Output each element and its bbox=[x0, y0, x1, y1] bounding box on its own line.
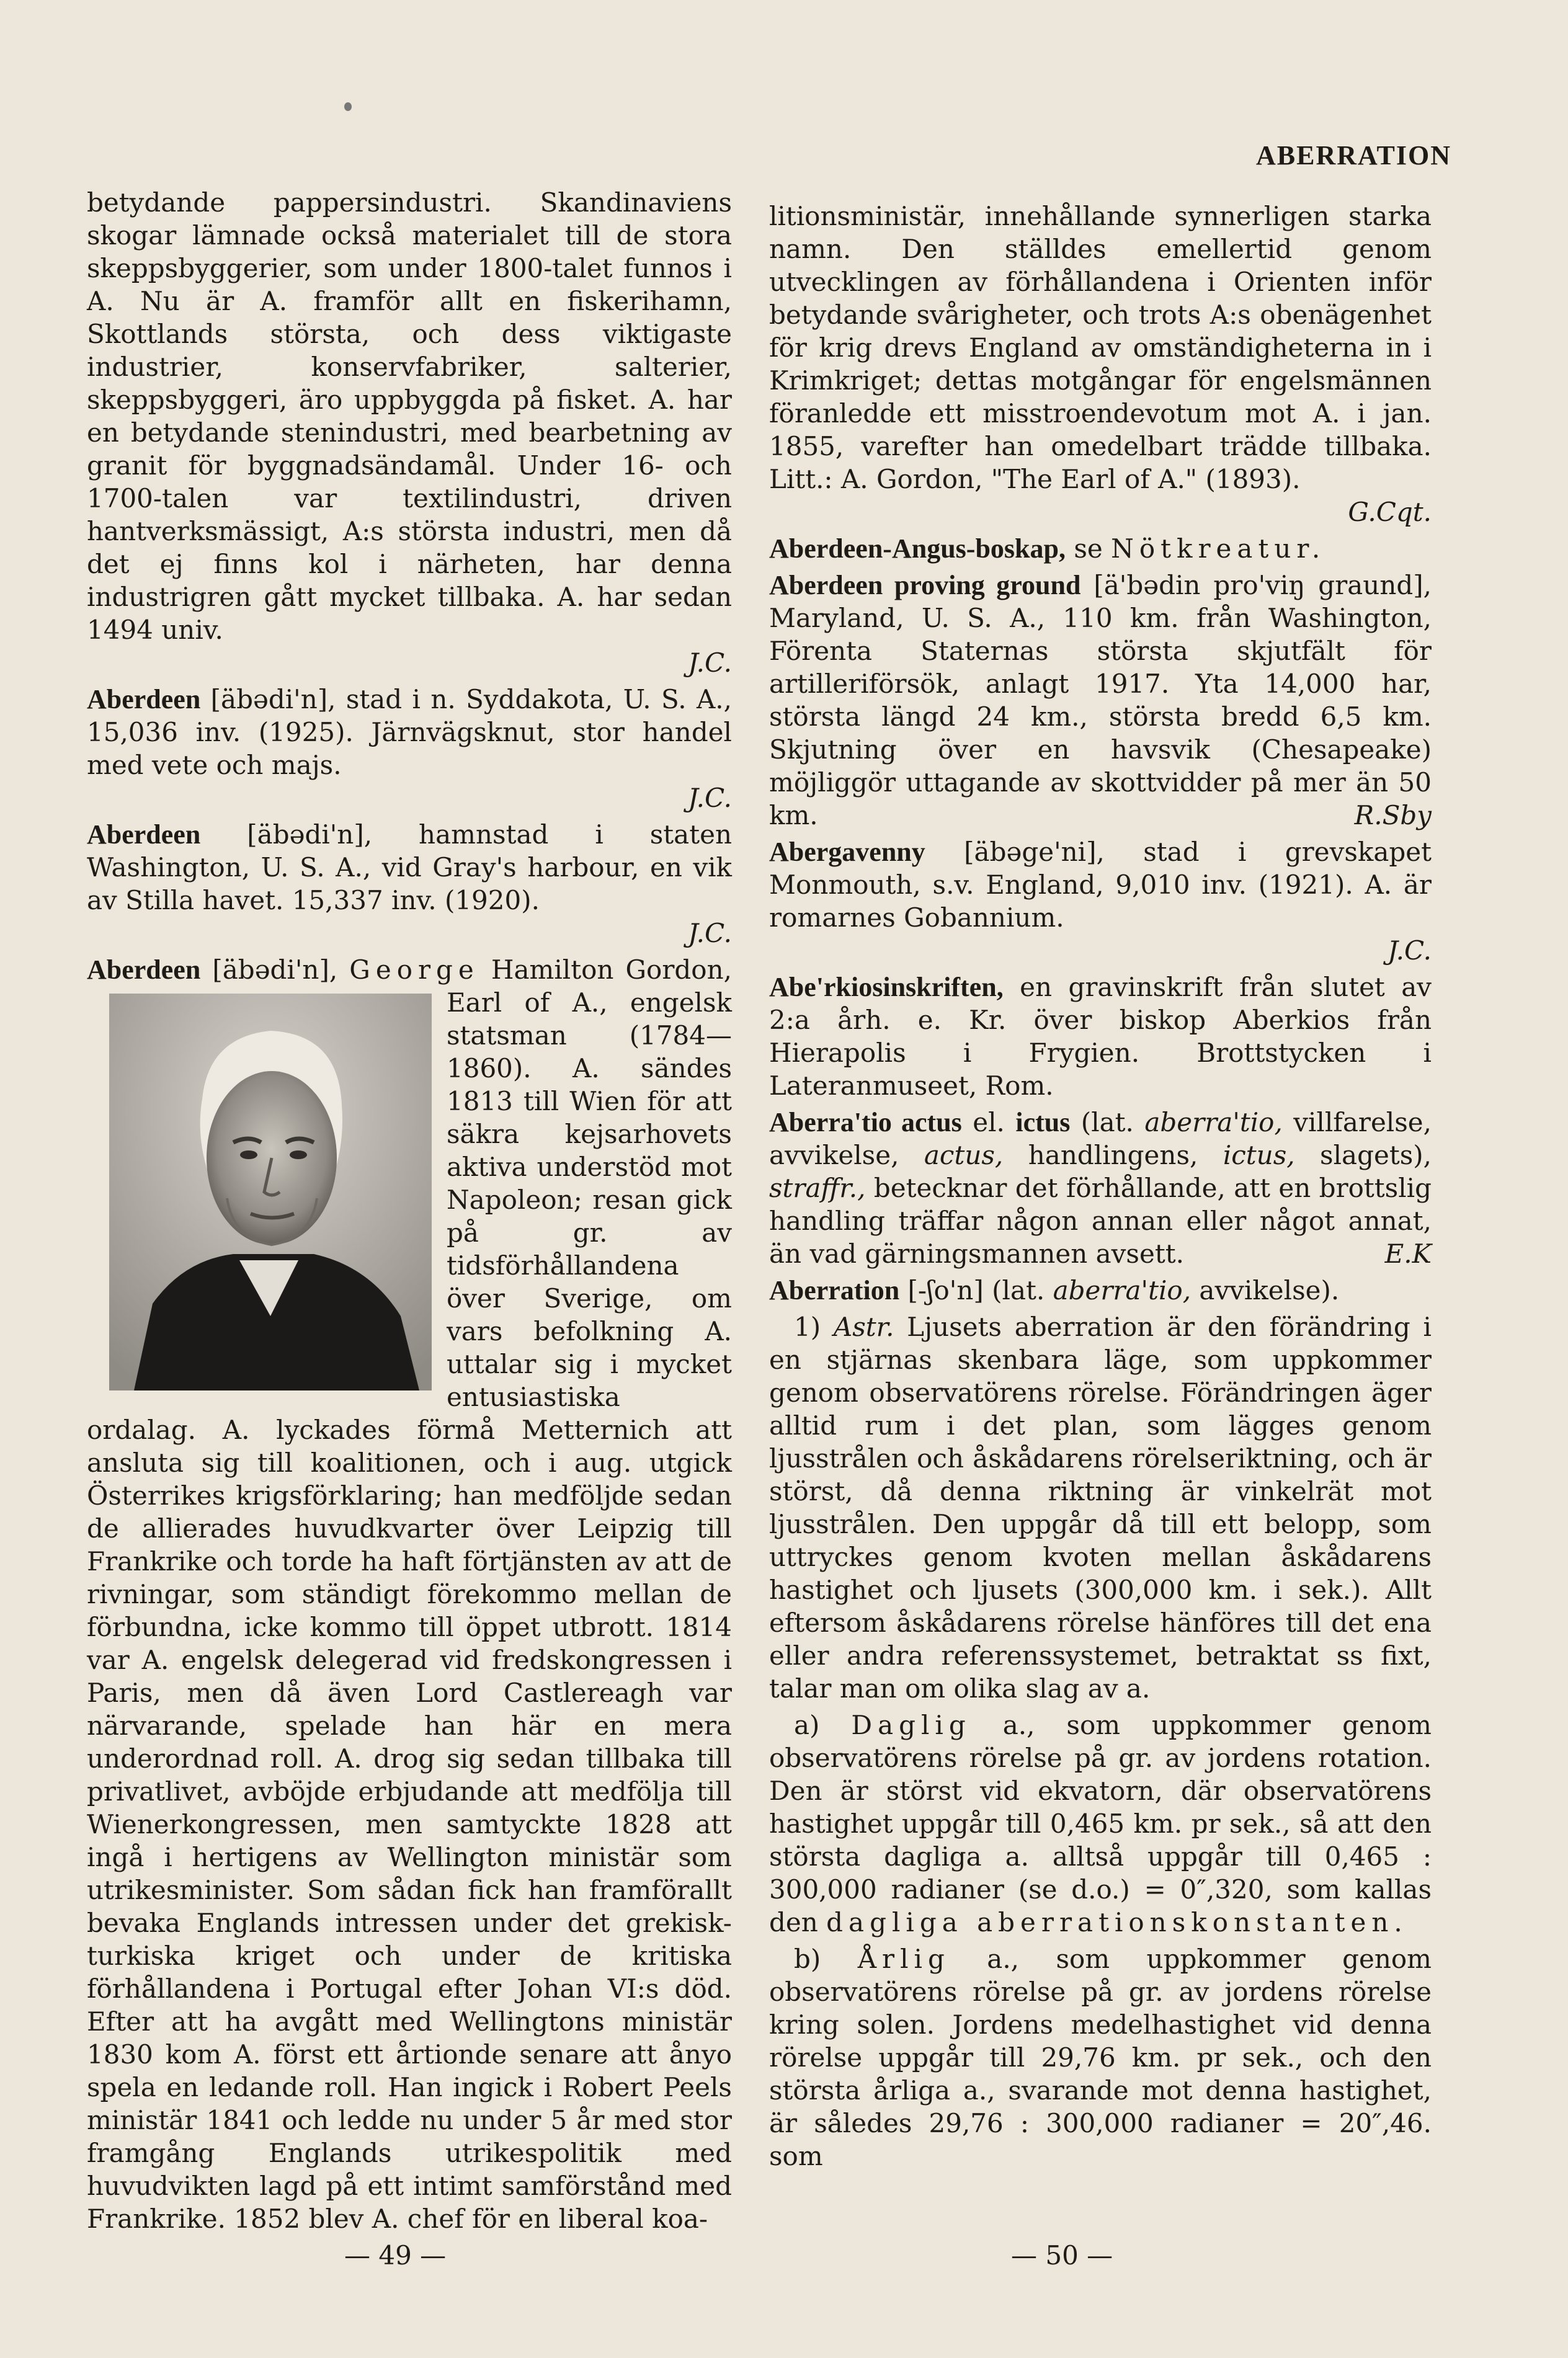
entry-abergavenny bbox=[769, 835, 1432, 967]
portrait-photo bbox=[109, 994, 432, 1390]
author-signature: J.C. bbox=[1388, 935, 1432, 966]
entry-headword: Aberdeen proving ground bbox=[769, 570, 1081, 600]
portrait-image bbox=[109, 994, 432, 1390]
paragraph-continuation bbox=[769, 200, 1432, 528]
left-column bbox=[87, 186, 732, 2235]
spaced-term: dagliga aberrationskonstanten. bbox=[826, 1907, 1408, 1938]
entry-headword: Aberdeen bbox=[87, 954, 201, 985]
cross-reference: Nötkreatur. bbox=[1111, 533, 1326, 564]
entry-aberdeen-south-dakota bbox=[87, 683, 732, 814]
entry-headword: Abe'rkiosinskriften, bbox=[769, 972, 1004, 1002]
entry-aberdeen-proving-ground bbox=[769, 569, 1432, 832]
field-label: Astr. bbox=[833, 1312, 894, 1342]
section-number: 1) bbox=[794, 1312, 834, 1342]
entry-text: handlingens, bbox=[1003, 1140, 1223, 1170]
section-text: a., som uppkommer genom observatörens rörelse på gr. av jordens rörelse kring solen. Jordens medelhastighet vid denna rörelse uppgår till 29,76 km. pr sek., och den största årliga a., svarande mot denna hastighet, är således 29,76 : 300,000 radianer = 20″,46. som bbox=[769, 1944, 1432, 2171]
author-signature: J.C. bbox=[688, 918, 732, 948]
entry-text: [äbədi'n], hamnstad i staten Washington, U. S. A., vid Gray's harbour, en vik av Stilla havet. 15,337 inv. (1920). bbox=[87, 819, 732, 915]
entry-aberratio-actus bbox=[769, 1106, 1432, 1270]
entry-text: slagets), bbox=[1294, 1140, 1432, 1170]
entry-text: (lat. bbox=[1070, 1107, 1145, 1137]
author-signature: R.Sby bbox=[1354, 800, 1432, 830]
entry-headword: Aberration bbox=[769, 1275, 900, 1306]
latin-term: actus, bbox=[924, 1140, 1004, 1170]
right-column bbox=[769, 200, 1432, 2173]
page-number-right: — 50 — bbox=[1011, 2240, 1113, 2271]
entry-headword-alt: ictus bbox=[1015, 1107, 1071, 1137]
entry-text: se bbox=[1065, 533, 1111, 564]
biography-text: Hamilton Gordon, Earl of A., engelsk statsman (1784—1860). A. sändes 1813 till Wien för att säkra kejsarhovets aktiva understöd mot Napoleon; resan gick på gr. av tidsförhållandena över Sverige, om vars befolkning A. uttalar sig i mycket entusiastiska ordalag. A. lyckades förmå Metternich att ansluta sig till koalitionen, och i aug. utgick Österrikes krigsförklaring; han medföljde sedan de allierades huvudkvarter över Leipzig till Frankrike och torde ha haft förtjänsten av att de rivningar, som ständigt förekommo mellan de förbundna, icke kommo till öppet utbrott. 1814 var A. engelsk delegerad vid fredskongressen i Paris, men då även Lord Castlereagh var närvarande, spelade han här en mera underordnad roll. A. drog sig sedan tillbaka till privatlivet, avböjde erbjudande att medfölja till Wienerkongressen, men samtyckte 1828 att ingå i hertigens av Wellington ministär som utrikesminister. Som sådan fick han framförallt bevaka Englands intressen under det grekisk-turkiska kriget och under de kritiska förhållandena i Portugal efter Johan VI:s död. Efter att ha avgått med Wellingtons ministär 1830 kom A. först ett årtionde senare att ånyo spela en ledande roll. Han ingick i Robert Peels ministär 1841 och ledde nu under 5 år med stor framgång Englands utrikespolitik med huvudvikten lagd på ett intimt samförstånd med Frankrike. 1852 blev A. chef för en liberal koa- bbox=[87, 954, 732, 2234]
field-label: straffr., bbox=[769, 1173, 866, 1203]
entry-pronunciation: [äbədi'n], bbox=[200, 954, 350, 985]
paragraph-aberdeen-industry bbox=[87, 186, 732, 679]
section-number: b) bbox=[794, 1944, 858, 1974]
entry-text: el. bbox=[961, 1107, 1016, 1137]
spaced-term: Årlig bbox=[857, 1944, 950, 1974]
entry-text: en gravinskrift från slutet av 2:a årh. e. Kr. över biskop Aberkios från Hierapolis i Frygien. Brottstycken i Lateranmuseet, Rom. bbox=[769, 972, 1432, 1101]
entry-forename: George bbox=[349, 954, 479, 985]
running-title: ABERRATION bbox=[1255, 140, 1451, 171]
entry-headword: Aberdeen bbox=[87, 819, 201, 850]
page-number-left: — 49 — bbox=[344, 2240, 447, 2271]
aberration-section-daily bbox=[769, 1709, 1432, 1939]
entry-text: betecknar det förhållande, att en brottslig handling träffar någon annan eller något annat, än vad gärningsmannen avsett. bbox=[769, 1173, 1432, 1269]
entry-aberkios-inscription bbox=[769, 971, 1432, 1102]
entry-aberdeen-earl bbox=[87, 953, 732, 2235]
entry-headword: Aberdeen-Angus-boskap, bbox=[769, 533, 1066, 564]
entry-headword: Abergavenny bbox=[769, 837, 925, 867]
author-signature: J.C. bbox=[688, 783, 732, 813]
section-text: Ljusets aberration är den förändring i en stjärnas skenbara läge, som uppkommer genom observatörens rörelse. Förändringen äger alltid rum i det plan, som lägges genom ljusstrålen och åskådarens rörelseriktning, och är störst, då denna riktning är vinkelrät mot ljusstrålen. Den uppgår då till ett belopp, som uttryckes genom kvoten mellan åskådarens hastighet och ljusets (300,000 km. i sek.). Allt eftersom åskådarens rörelse hänföres till det ena eller andra referenssystemet, betraktat ss fixt, talar man om olika slag av a. bbox=[769, 1312, 1432, 1704]
latin-term: aberra'tio, bbox=[1053, 1275, 1192, 1306]
entry-text: villfarelse, avvikelse, bbox=[769, 1107, 1432, 1170]
print-speck bbox=[344, 102, 352, 111]
entry-aberdeen-angus bbox=[769, 532, 1432, 565]
spaced-term: Daglig bbox=[851, 1710, 971, 1740]
paragraph-text: betydande pappersindustri. Skandinaviens skogar lämnade också materialet till de stora skeppsbyggerier, som under 1800-talet funnos i A. Nu är A. framför allt en fiskerihamn, Skottlands största, och dess viktigaste industrier, konservfabriker, salterier, skeppsbyggeri, äro uppbyggda på fisket. A. har en betydande stenindustri, med bearbetning av granit för byggnadsändamål. Under 16- och 1700-talen var textilindustri, driven hantverksmässigt, A:s största industri, men då det ej finns kol i närheten, har denna industrigren gått mycket tillbaka. A. har sedan 1494 univ. bbox=[87, 187, 732, 645]
paragraph-text: litionsministär, innehållande synnerligen starka namn. Den ställdes emellertid genom utvecklingen av förhållandena i Orienten inför betydande svårigheter, och trots A:s obenägenhet för krig drevs England av omständigheterna in i Krimkriget; dettas motgångar för engelsmännen föranledde ett misstroendevotum mot A. i jan. 1855, varefter han omedelbart trädde tillbaka. Litt.: A. Gordon, "The Earl of A." (1893). bbox=[769, 201, 1432, 494]
entry-aberdeen-washington bbox=[87, 818, 732, 950]
author-signature: G.Cqt. bbox=[1348, 497, 1432, 527]
entry-text: [äbədi'n], stad i n. Syddakota, U. S. A., 15,036 inv. (1925). Järnvägsknut, stor handel med vete och majs. bbox=[87, 684, 732, 780]
entry-headword: Aberra'tio actus bbox=[769, 1107, 962, 1137]
entry-text: [ä'bədin pro'viŋ graund], Maryland, U. S. A., 110 km. från Washington, Förenta Staternas största skjutfält för artilleriförsök, anlagt 1917. Yta 14,000 har, största längd 24 km., största bredd 6,5 km. Skjutning över en havsvik (Chesapeake) möjliggör uttagande av skottvidder på mer än 50 km. bbox=[769, 570, 1432, 830]
section-text: a., som uppkommer genom observatörens rörelse på gr. av jordens rotation. Den är störst vid ekvatorn, där observatörens hastighet uppgår till 0,465 km. pr sek., så att den största dagliga a. alltså uppgår till 0,465 : 300,000 radianer (se d.o.) = 0″,320, som kallas den bbox=[769, 1710, 1432, 1938]
aberration-section-annual bbox=[769, 1942, 1432, 2173]
entry-headword: Aberdeen bbox=[87, 684, 201, 714]
latin-term: ictus, bbox=[1223, 1140, 1295, 1170]
latin-term: aberra'tio, bbox=[1144, 1107, 1283, 1137]
entry-text: avvikelse). bbox=[1191, 1275, 1340, 1306]
entry-aberration bbox=[769, 1274, 1432, 1307]
section-number: a) bbox=[794, 1710, 852, 1740]
author-signature: J.C. bbox=[688, 647, 732, 678]
entry-text: [äbəge'ni], stad i grevskapet Monmouth, s.v. England, 9,010 inv. (1921). A. är romarnes Gobannium. bbox=[769, 837, 1432, 933]
entry-text: [-ʃo'n] (lat. bbox=[899, 1275, 1053, 1306]
author-signature: E.K bbox=[1384, 1239, 1432, 1269]
aberration-section-astr bbox=[769, 1310, 1432, 1705]
